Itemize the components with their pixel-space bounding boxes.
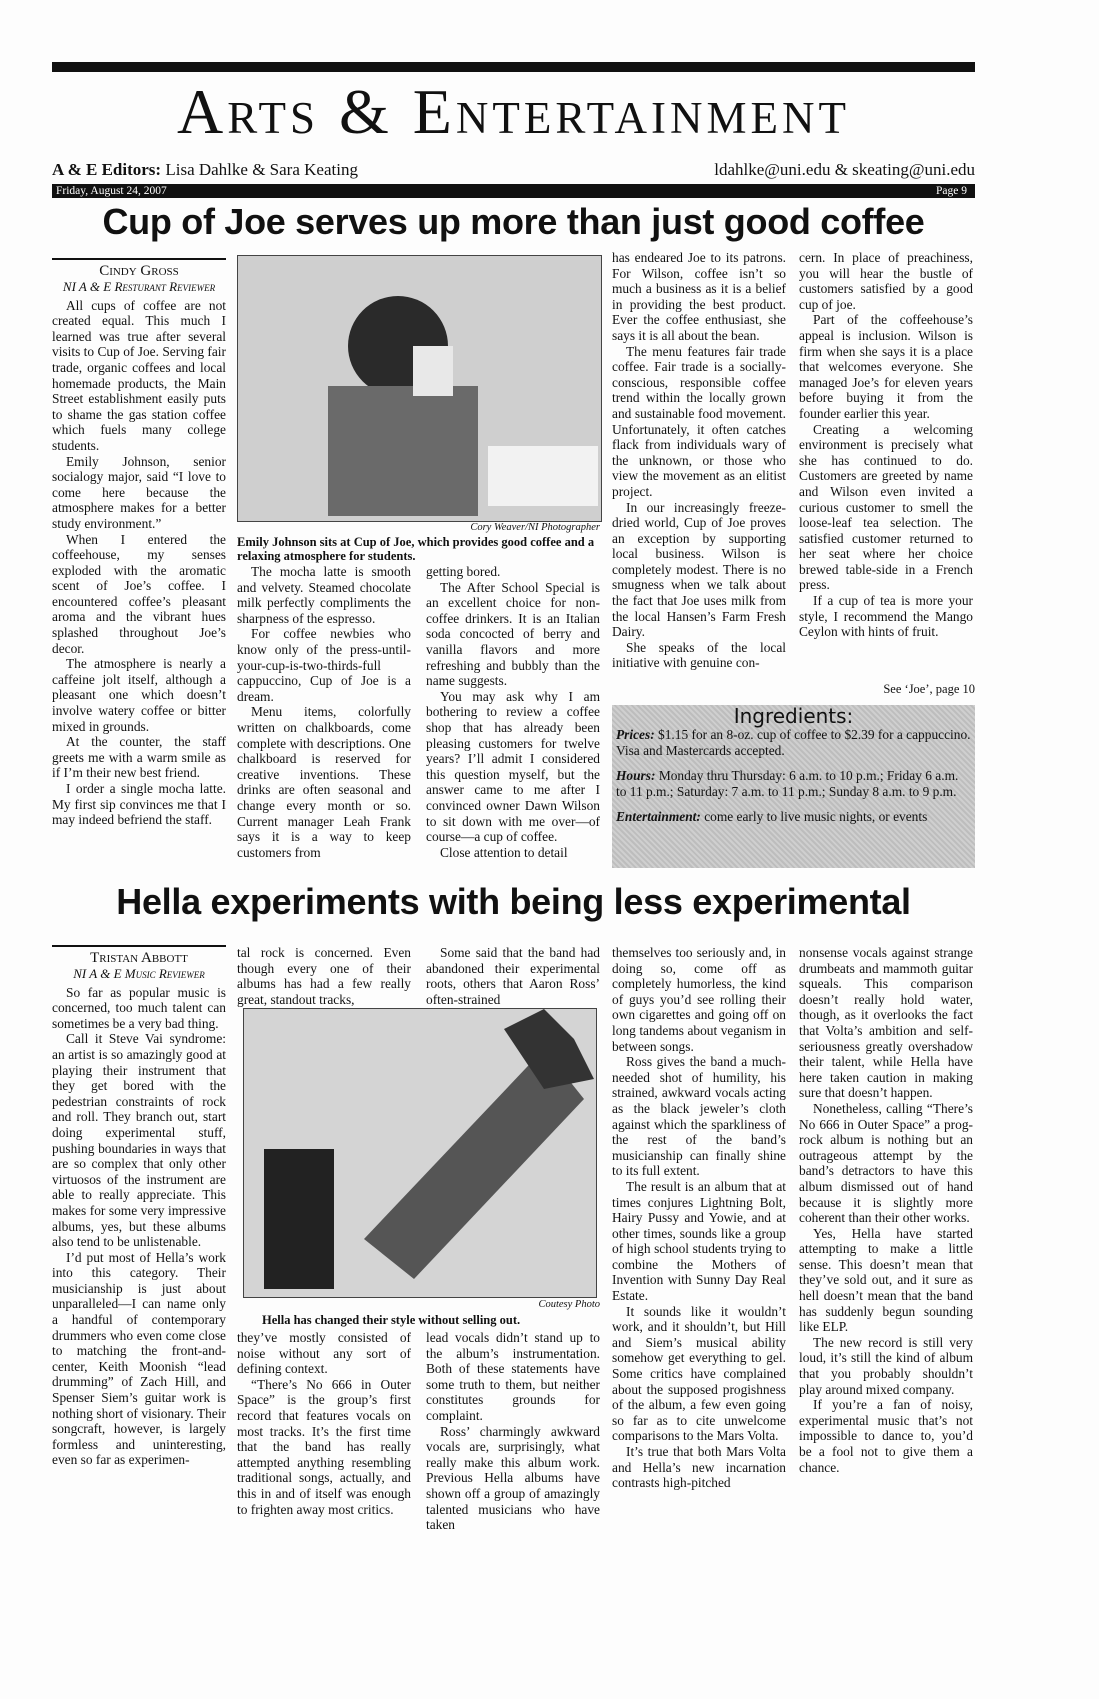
- article2-headline: Hella experiments with being less experimental: [116, 881, 911, 922]
- article1-col2: [237, 564, 411, 860]
- editors-label: A & E Editors:: [52, 160, 162, 179]
- paragraph: So far as popular music is concerned, too much talent can sometimes be a very bad thing.: [52, 984, 226, 1031]
- paragraph: The mocha latte is smooth and velvety. Steamed chocolate milk perfectly compliments the sharpness of the espresso.: [237, 564, 411, 626]
- hours-text: Monday thru Thursday: 6 a.m. to 10 p.m.; Friday 6 a.m. to 11 p.m.; Saturday: 7 a.m. to 11 p.m.; Sunday 8 a.m. to 9 p.m.: [616, 768, 959, 799]
- author-name: Tristan Abbott: [90, 950, 188, 966]
- paragraph: getting bored.: [426, 564, 501, 579]
- continued-jump-link[interactable]: See ‘Joe’, page 10: [883, 682, 975, 696]
- article1-col4: [612, 250, 786, 671]
- paragraph: Yes, Hella have started attempting to make a little sense. This doesn’t mean that they’ve sold out, and it sure as hell doesn’t mean that the band has suddenly begun sounding like ELP.: [799, 1225, 973, 1335]
- article2-byline: [52, 945, 226, 981]
- paragraph: has endeared Joe to its patrons. For Wilson, coffee isn’t so much a business as it is a belief in providing the best product. Ever the coffee enthusiast, she says it is all about the bean.: [612, 250, 786, 343]
- article2-photo-caption: Hella has changed their style without selling out.: [262, 1313, 521, 1327]
- paragraph: Menu items, colorfully written on chalkboards, come complete with descriptions. One chalkboard is reserved for creative inventions. These drinks are often seasonal and change every month or so. Current manager Leah Frank says it is a way to keep customers from: [237, 704, 411, 860]
- paragraph: Emily Johnson, senior socialogy major, said “I love to come here because the atmosphere makes for a better study environment.”: [52, 453, 226, 531]
- paragraph: The new record is still very loud, it’s still the kind of album that you probably shouldn’t play around mixed company.: [799, 1334, 973, 1397]
- paragraph: Some said that the band had abandoned their experimental roots, others that Aaron Ross’ often-strained: [426, 945, 600, 1007]
- paragraph: they’ve mostly consisted of noise without any sort of defining context.: [237, 1330, 411, 1377]
- paragraph: It sounds like it wouldn’t work, and it shouldn’t, but Hill and Siem’s musical ability somehow get everything to gel. Some critics have complained about the supposed progishness of the album, a few even going so far as to cite unwelcome comparisons to the Mars Volta.: [612, 1303, 786, 1444]
- entertainment-label: Entertainment:: [616, 809, 701, 825]
- section-title: Arts & Entertainment: [176, 76, 851, 147]
- article1-col3: [426, 564, 600, 860]
- article1-headline-row: [52, 200, 975, 244]
- hours-label: Hours:: [616, 768, 656, 784]
- author-title: NI A & E Resturant Reviewer: [62, 278, 216, 294]
- paragraph: When I entered the coffeehouse, my senses exploded with the aromatic scent of Joe’s coffee. I encountered coffee’s pleasant aroma and the vibrant hues splashed throughout Joe’s decor.: [52, 531, 226, 656]
- editors-emails: ldahlke@uni.edu & skeating@uni.edu: [714, 160, 975, 179]
- article2-headline-row: [52, 880, 975, 924]
- ingredients-box: [612, 705, 975, 868]
- prices-text: $1.15 for an 8-oz. cup of coffee to $2.39 for a cappuccino. Visa and Mastercards accepted.: [616, 727, 971, 758]
- article2-col5: [799, 945, 973, 1475]
- article2-col2-bottom: [237, 1330, 411, 1517]
- prices-label: Prices:: [616, 727, 655, 742]
- paragraph: The menu features fair trade coffee. Fair trade is a socially-conscious, responsible coffee trend within the locally grown and sustainable food movement. Unfortunately, it often catches flack from individuals wary of the unknown, or those who view the movement as an elitist project.: [612, 343, 786, 499]
- paragraph: For coffee newbies who know only of the press-until-your-cup-is-two-thirds-full cappuccino, Cup of Joe is a dream.: [237, 626, 411, 704]
- paragraph: Ross’ charmingly awkward vocals are, surprisingly, what really make this album work. Previous Hella albums have shown off a group of amazingly talented musicians who have taken: [426, 1423, 600, 1533]
- coffee-drinker-image: [238, 256, 601, 521]
- top-rule: [52, 62, 975, 72]
- page-number: Page 9: [936, 185, 967, 197]
- article1-photo-credit: Cory Weaver/NI Photographer: [470, 522, 600, 533]
- author-title: NI A & E Music Reviewer: [73, 965, 205, 981]
- editors-line: [52, 160, 358, 180]
- issue-date: Friday, August 24, 2007: [56, 185, 167, 197]
- paragraph: The atmosphere is nearly a caffeine jolt itself, although a pleasant one which doesn’t involve watery coffee or bitter mixed in grounds.: [52, 656, 226, 734]
- paragraph: Part of the coffeehouse’s appeal is inclusion. Wilson is firm when she says it is a place that welcomes everyone. She managed Joe’s for eleven years before buying it from the founder earlier this year.: [799, 312, 973, 421]
- article1-headline: Cup of Joe serves up more than just good coffee: [102, 201, 925, 242]
- paragraph: If a cup of tea is more your style, I recommend the Mango Ceylon with hints of fruit.: [799, 593, 973, 640]
- paragraph: “There’s No 666 in Outer Space” is the group’s first record that features vocals on most tracks. It’s the first time that the band has really attempted anything resembling traditional songs, actually, and this in and of itself was enough to frighten away most critics.: [237, 1376, 411, 1517]
- article2-col1: [52, 945, 226, 1468]
- article2-col2-top: [237, 945, 411, 1007]
- paragraph: Close attention to detail: [440, 844, 568, 860]
- paragraph: In our increasingly freeze-dried world, Cup of Joe proves an exception by supporting local business. Wilson is completely modest. There is no smugness when we talk about the fact that Joe uses milk from the local Hansen’s Farm Fresh Dairy.: [612, 499, 786, 640]
- prices-info: [616, 727, 971, 758]
- paragraph: The After School Special is an excellent choice for non-coffee drinkers. It is an Italian soda concocted of berry and vanilla flavors and more refreshing and bubbly than the name suggests.: [426, 579, 600, 689]
- article2-col3-top: [426, 945, 600, 1007]
- paragraph: cern. In place of preachiness, you will hear the bustle of customers satisfied by a good cup of joe.: [799, 250, 973, 312]
- paragraph: The result is an album that at times conjures Lightning Bolt, Hairy Pussy and Yowie, and at other times, sounds like a group of high school students trying to combine the Mothers of Invention with Sunny Day Real Estate.: [612, 1178, 786, 1304]
- entertainment-info: [616, 809, 971, 825]
- article1-photo-caption: Emily Johnson sits at Cup of Joe, which provides good coffee and a relaxing atmosphere for students.: [237, 535, 595, 563]
- author-name: Cindy Gross: [99, 263, 179, 279]
- paragraph: You may ask why I am bothering to review a coffee shop that has already been pleasing customers for twelve years? I’ll admit I considered this question myself, but the answer came to me after I convinced owner Dawn Wilson to sit down with me over—of course—a cup of coffee.: [426, 688, 600, 845]
- article1-col5: [799, 250, 973, 640]
- entertainment-text: come early to live music nights, or events: [704, 809, 928, 825]
- paragraph: She speaks of the local initiative with genuine con-: [612, 639, 786, 671]
- paragraph: It’s true that both Mars Volta and Hella’s new incarnation contrasts high-pitched: [612, 1444, 786, 1491]
- hours-info: [616, 768, 971, 799]
- paragraph: themselves too seriously and, in doing so, come off as completely humorless, the kind of guys you’d see rolling their own cigarettes and going off on long tandems about veganism in between songs.: [612, 945, 786, 1054]
- article1-photo: [237, 255, 602, 522]
- paragraph: I’d put most of Hella’s work into this category. Their musicianship is just about unparalleled—I can name only a handful of contemporary drummers who even come close to matching the front-and-center, Keith Moonish “lead drumming” of Zach Hill, and Spenser Siem’s guitar work is nothing short of visionary. Their songcraft, however, is largely formless and uninteresting, even so far as experimen-: [52, 1249, 226, 1468]
- paragraph: lead vocals didn’t stand up to the album’s instrumentation. Both of these statements have some truth to them, but neither constitutes grounds for complaint.: [426, 1330, 600, 1423]
- paragraph: Ross gives the band a much-needed shot of humility, his strained, awkward vocals acting as the black jeweler’s cloth against which the sparkliness of the rest of the band’s musicianship can finally shine to its full extent.: [612, 1054, 786, 1179]
- date-bar: [52, 184, 975, 198]
- paragraph: If you’re a fan of noisy, experimental music that’s not impossible to dance to, you’d be a fool not to give them a chance.: [799, 1397, 973, 1475]
- article1-col1: [52, 258, 226, 828]
- article2-photo: [243, 1008, 597, 1298]
- paragraph: Call it Steve Vai syndrome: an artist is so amazingly good at playing their instrument that they get bored with the pedestrian constraints of rock and roll. They branch out, start doing experimental stuff, pushing boundaries in ways that are so complex that only other virtuosos of the instrument are able to really appreciate. This makes for some very impressive albums, yes, but these albums also tend to be unlistenable.: [52, 1031, 226, 1250]
- band-sculpture-image: [244, 1009, 596, 1297]
- article2-photo-credit: Coutesy Photo: [538, 1299, 600, 1310]
- paragraph: Nonetheless, calling “There’s No 666 in Outer Space” a prog-rock album is nothing but an outrageous attempt by the band’s detractors to have this album dismissed out of hand because it is slightly more coherent than their other works.: [799, 1100, 973, 1226]
- box-title: Ingredients:: [733, 704, 854, 728]
- editors-names: Lisa Dahlke & Sara Keating: [165, 160, 358, 179]
- paragraph: tal rock is concerned. Even though every one of their albums has had a few really great, standout tracks,: [237, 945, 411, 1007]
- paragraph: All cups of coffee are not created equal. This much I learned was true after several visits to Cup of Joe. Serving fair trade, organic coffees and local homemade products, the Main Street establishment easily puts to shame the gas station coffee which fuels many college students.: [52, 297, 226, 453]
- paragraph: Creating a welcoming environment is precisely what she has continued to do. Customers are greeted by name and Wilson even invited a curious customer to smell the loose-leaf tea selection. The satisfied customer returned to her seat where her choice brewed table-side in a French press.: [799, 421, 973, 593]
- article2-col4: [612, 945, 786, 1491]
- article1-byline: [52, 258, 226, 294]
- paragraph: nonsense vocals against strange drumbeats and mammoth guitar squeals. This comparison doesn’t really hold water, though, as it overlooks the fact that Volta’s ambition and self-seriousness greatly overshadow their talent, while Hella have here taken caution in making sure that doesn’t happen.: [799, 945, 973, 1101]
- article2-col3-bottom: [426, 1330, 600, 1533]
- paragraph: I order a single mocha latte. My first sip convinces me that I may indeed befriend the staff.: [52, 781, 226, 828]
- paragraph: At the counter, the staff greets me with a warm smile as if I’m their new best friend.: [52, 734, 226, 781]
